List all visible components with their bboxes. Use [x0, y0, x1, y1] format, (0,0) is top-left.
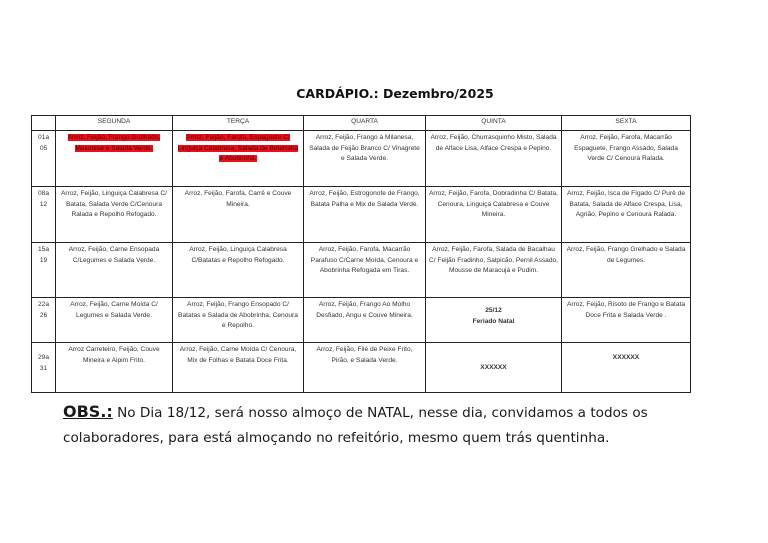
header-row: [32, 116, 691, 131]
table-row: [32, 243, 691, 298]
menu-cell: [56, 131, 173, 187]
menu-cell: Arroz, Feijão, Carne Moída C/ Cenoura, Mix de Folhas e Batata Doce Frita.: [173, 343, 304, 393]
table-row: [32, 187, 691, 243]
menu-cell: Arroz, Feijão, Filé de Peixe Frito, Pirão, e Salada Verde.: [304, 343, 426, 393]
menu-cell: Arroz, Feijão, Farofa, Macarrão Espaguete, Frango Assado, Salada Verde C/ Cenoura Ralada.: [562, 131, 691, 187]
placeholder-mark: XXXXXX: [612, 354, 640, 361]
menu-cell: Arroz Carreteiro, Feijão, Couve Mineira e Aipim Frito.: [56, 343, 173, 393]
menu-cell: Arroz, Feijão, Isca de Fígado C/ Purê de Batata, Salada de Alface Crespa, Lisa, Agrião, Pepino e Cenoura Ralada.: [562, 187, 691, 243]
holiday-name: Feriado Natal: [472, 317, 515, 325]
menu-cell: Arroz, Feijão, Linguiça Calabresa C/ Batata, Salada Verde C/Cenoura Ralada e Repolho Refogado.: [56, 187, 173, 243]
table-row: [32, 298, 691, 343]
day-header-tuesday: TERÇA: [173, 116, 304, 131]
day-header-monday: SEGUNDA: [56, 116, 173, 131]
table-row: [32, 343, 691, 393]
corner-cell: [32, 116, 56, 131]
menu-cell: Arroz, Feijão, Risoto de Frango e Batata Doce Frita e Salada Verde .: [562, 298, 691, 343]
menu-cell: Arroz, Feijão, Linguiça Calabresa C/Batatas e Repolho Refogado.: [173, 243, 304, 298]
table-row: [32, 131, 691, 187]
menu-table: [31, 115, 691, 393]
menu-cell: Arroz, Feijão, Farofa, Macarrão Parafuso C/Carne Moída, Cenoura e Abobrinha Refogada em Tiras.: [304, 243, 426, 298]
menu-cell: Arroz, Feijão, Carne Ensopada C/Legumes e Salada Verde.: [56, 243, 173, 298]
menu-cell: [562, 343, 691, 393]
menu-cell: Arroz, Feijão, Farofa, Salada de Bacalhau C/ Feijão Fradinho, Salpicão, Pernil Assado, Mousse de Maracujá e Pudim.: [426, 243, 562, 298]
menu-cell: Arroz, Feijão, Frango Ao Molho Desfiado, Angu e Couve Mineira.: [304, 298, 426, 343]
placeholder-mark: XXXXXX: [480, 364, 507, 371]
week-label: 08a 12: [32, 187, 56, 243]
obs-label: OBS.:: [63, 402, 113, 421]
day-header-wednesday: QUARTA: [304, 116, 426, 131]
highlighted-menu-text: Arroz, Feijão, Farofa, Espaguete C/ Linguiça Calabresa, Salada de Beterraba e Abobrinha.: [177, 134, 299, 162]
menu-cell: [173, 131, 304, 187]
menu-cell: Arroz, Feijão, Farofa, Carrê e Couve Mineira.: [173, 187, 304, 243]
menu-title: CARDÁPIO.: Dezembro/2025: [296, 86, 494, 101]
menu-cell: Arroz, Feijão, Churrasquinho Misto, Salada de Alface Lisa, Alface Crespa e Pepino.: [426, 131, 562, 187]
week-label: 01a 05: [32, 131, 56, 187]
holiday-cell: [426, 298, 562, 343]
obs-text: No Dia 18/12, será nosso almoço de NATAL, nesse dia, convidamos a todos os colaboradores, para está almoçando no refeitório, mesmo quem trás quentinha.: [63, 405, 648, 446]
menu-cell: [426, 343, 562, 393]
day-header-friday: SEXTA: [562, 116, 691, 131]
menu-cell: Arroz, Feijão, Farofa, Dobradinha C/ Batata, Cenoura, Linguiça Calabresa e Couve Mineira.: [426, 187, 562, 243]
week-label: 22a 26: [32, 298, 56, 343]
menu-cell: Arroz, Feijão, Estrogonofe de Frango, Batata Palha e Mix de Salada Verde.: [304, 187, 426, 243]
menu-cell: Arroz, Feijão, Frango Ensopado C/ Batatas e Salada de Abobrinha, Cenoura e Repolho.: [173, 298, 304, 343]
highlighted-menu-text: Arroz, Feijão, Frango Grelhado, Maionese e Salada Verde.: [67, 134, 161, 152]
menu-cell: Arroz, Feijão, Frango à Milanesa, Salada de Feijão Branco C/ Vinagrete e Salada Verde.: [304, 131, 426, 187]
menu-cell: Arroz, Feijão, Frango Grelhado e Salada de Legumes.: [562, 243, 691, 298]
holiday-date: 25/12: [485, 307, 502, 314]
day-header-thursday: QUINTA: [426, 116, 562, 131]
week-label: 15a 19: [32, 243, 56, 298]
week-label: 29a 31: [32, 343, 56, 393]
observation-note: [63, 399, 703, 451]
menu-cell: Arroz, Feijão, Carne Moída C/ Legumes e Salada Verde.: [56, 298, 173, 343]
